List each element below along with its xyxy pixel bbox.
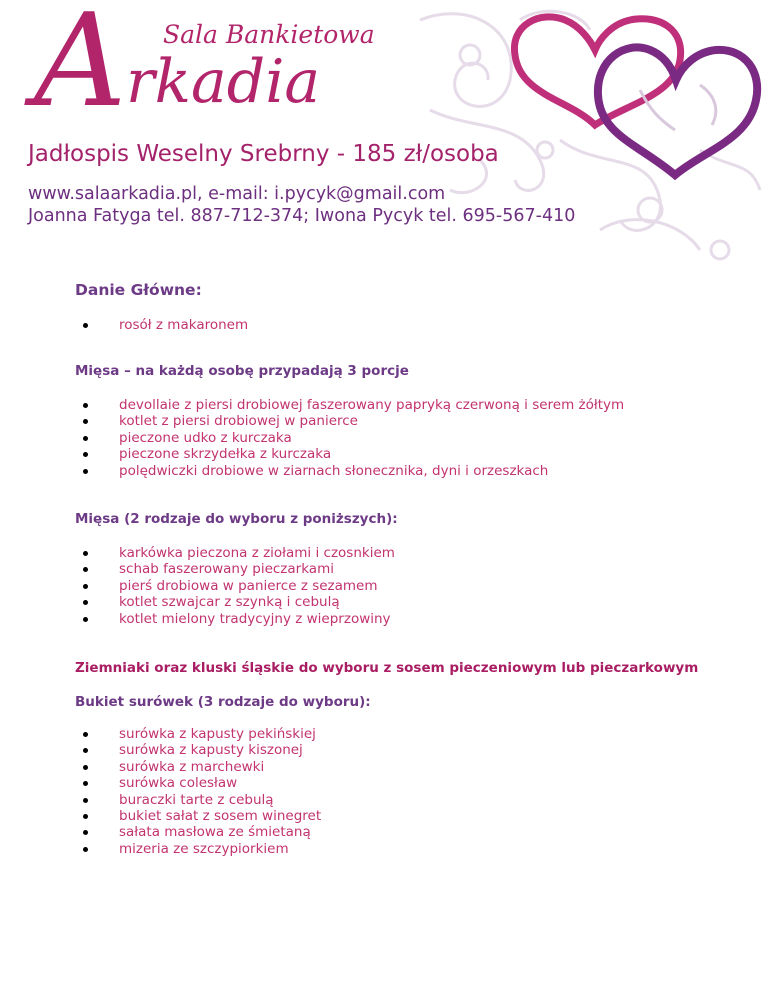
- page-title: Jadłospis Weselny Srebrny - 185 zł/osoba: [28, 141, 499, 167]
- list-item: surówka z marchewki: [75, 759, 321, 775]
- contact-web-email: www.salaarkadia.pl, e-mail: i.pycyk@gmail.com: [28, 184, 446, 204]
- list-item: kotlet z piersi drobiowej w panierce: [75, 413, 624, 429]
- list-item: mizeria ze szczypiorkiem: [75, 841, 321, 857]
- list-item: bukiet sałat z sosem winegret: [75, 808, 321, 824]
- list-item: buraczki tarte z cebulą: [75, 792, 321, 808]
- list-item: devollaie z piersi drobiowej faszerowany papryką czerwoną i serem żółtym: [75, 397, 624, 413]
- list-item: kotlet mielony tradycyjny z wieprzowiny: [75, 611, 395, 627]
- list-item: kotlet szwajcar z szynką i cebulą: [75, 594, 395, 610]
- list-item: surówka z kapusty pekińskiej: [75, 726, 321, 742]
- list-item: surówka z kapusty kiszonej: [75, 742, 321, 758]
- list-salads: [75, 726, 321, 857]
- section-heading-meats-fixed: Mięsa – na każdą osobę przypadają 3 porcje: [75, 363, 409, 379]
- list-item: pieczone skrzydełka z kurczaka: [75, 446, 624, 462]
- section-heading-main-dish: Danie Główne:: [75, 281, 202, 299]
- list-meats-fixed: [75, 397, 624, 479]
- list-item: schab faszerowany pieczarkami: [75, 561, 395, 577]
- section-heading-sides: Ziemniaki oraz kluski śląskie do wyboru z sosem pieczeniowym lub pieczarkowym: [75, 660, 699, 676]
- logo-letter: A: [34, 0, 127, 136]
- list-item: karkówka pieczona z ziołami i czosnkiem: [75, 545, 395, 561]
- list-item: pieczone udko z kurczaka: [75, 430, 624, 446]
- list-item: rosół z makaronem: [75, 317, 248, 333]
- section-heading-salads: Bukiet surówek (3 rodzaje do wyboru):: [75, 694, 371, 710]
- list-item: pierś drobiowa w panierce z sezamem: [75, 578, 395, 594]
- list-item: sałata masłowa ze śmietaną: [75, 824, 321, 840]
- list-main-dish: [75, 317, 248, 333]
- list-item: polędwiczki drobiowe w ziarnach słonecznika, dyni i orzeszkach: [75, 463, 624, 479]
- list-meats-choice: [75, 545, 395, 627]
- logo-name: rkadia: [126, 47, 321, 117]
- contact-phones: Joanna Fatyga tel. 887-712-374; Iwona Pycyk tel. 695-567-410: [28, 206, 576, 226]
- logo-subtitle: Sala Bankietowa: [163, 20, 375, 49]
- section-heading-meats-choice: Mięsa (2 rodzaje do wyboru z poniższych):: [75, 511, 398, 527]
- list-item: surówka colesław: [75, 775, 321, 791]
